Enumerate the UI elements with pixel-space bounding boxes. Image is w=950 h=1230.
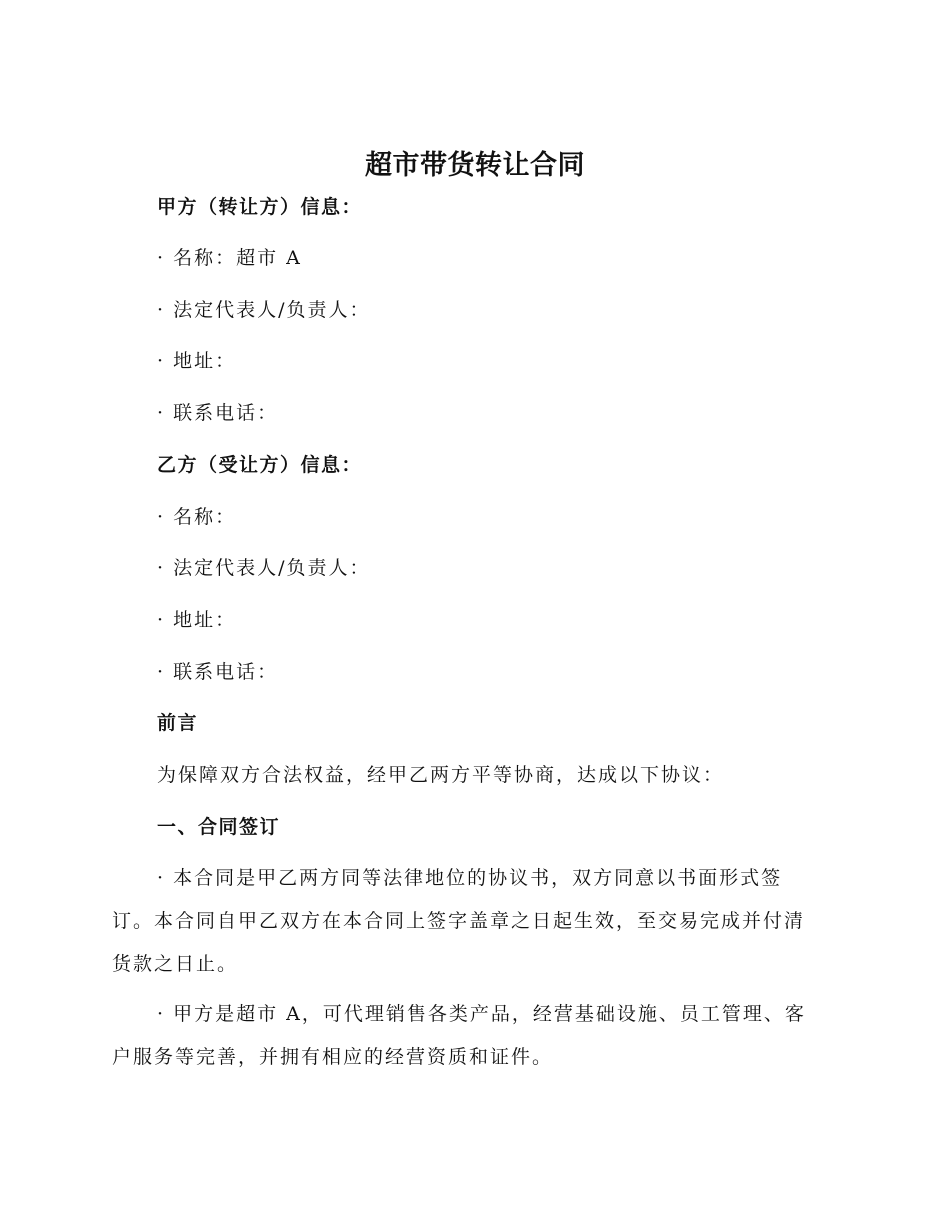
party-a-name: · 名称：超市 A	[157, 247, 302, 269]
preface-heading: 前言	[157, 712, 199, 734]
party-a-heading: 甲方（转让方）信息：	[157, 196, 363, 218]
document-title: 超市带货转让合同	[365, 150, 585, 181]
section1-para1-line2: 订。本合同自甲乙双方在本合同上签字盖章之日起生效，至交易完成并付清	[112, 910, 806, 932]
party-b-phone: · 联系电话：	[157, 661, 279, 683]
section1-para2-line2: 户服务等完善，并拥有相应的经营资质和证件。	[112, 1046, 554, 1068]
preface-text: 为保障双方合法权益，经甲乙两方平等协商，达成以下协议：	[157, 764, 725, 786]
party-a-address: · 地址：	[157, 350, 237, 372]
section1-para2-line1: · 甲方是超市 A，可代理销售各类产品，经营基础设施、员工管理、客	[157, 1003, 806, 1025]
party-b-representative: · 法定代表人/负责人：	[157, 557, 371, 579]
party-a-phone: · 联系电话：	[157, 402, 279, 424]
section1-heading: 一、合同签订	[157, 816, 281, 838]
party-b-name: · 名称：	[157, 506, 237, 528]
party-b-address: · 地址：	[157, 609, 237, 631]
section1-para1-line3: 货款之日止。	[112, 953, 239, 975]
section1-para1-line1: · 本合同是甲乙两方同等法律地位的协议书，双方同意以书面形式签	[157, 867, 783, 889]
party-a-representative: · 法定代表人/负责人：	[157, 299, 371, 321]
party-b-heading: 乙方（受让方）信息：	[157, 454, 363, 476]
